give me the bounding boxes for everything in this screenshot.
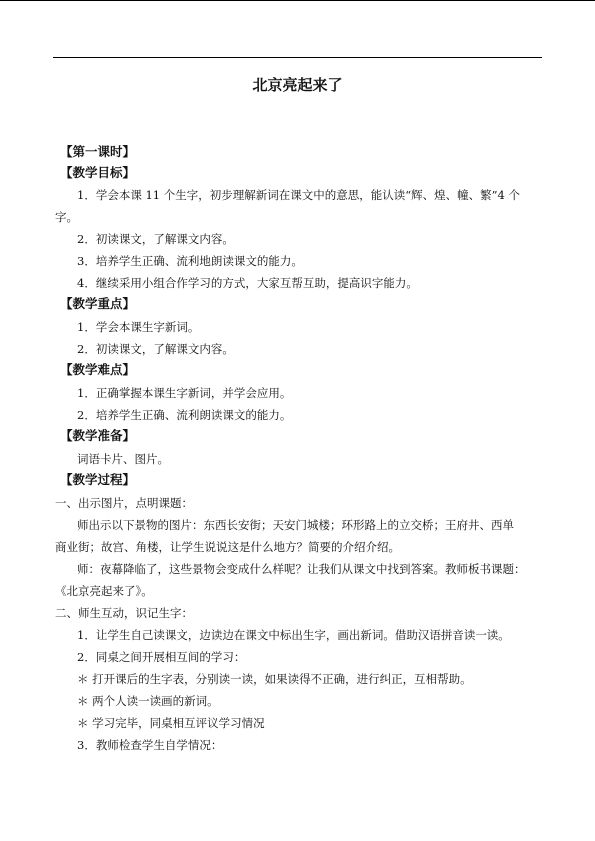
step-2-item-2: 2．同桌之间开展相互间的学习： [77,650,246,664]
process-step-2: 二、师生互动，识记生字： [55,606,193,620]
goal-item-4: 4．继续采用小组合作学习的方式，大家互帮互助，提高识字能力。 [77,276,418,290]
step-2-bullet-3: ＊ 学习完毕，同桌相互评议学习情况 [77,716,265,730]
process-paragraph-2-continued: 《北京亮起来了》。 [55,584,153,598]
goal-item-3: 3．培养学生正确、流利地朗读课文的能力。 [77,254,303,268]
step-2-item-3: 3．教师检查学生自学情况： [77,738,223,752]
difficulty-1: 1．正确掌握本课生字新词，并学会应用。 [77,386,292,400]
step-2-bullet-2: ＊ 两个人读一读画的新词。 [77,694,219,708]
process-paragraph-1: 师出示以下景物的图片：东西长安街；天安门城楼；环形路上的立交桥；王府井、西单 [77,518,514,532]
heading-key-points: 【教学重点】 [60,296,136,311]
process-step-1: 一、出示图片，点明课题： [55,496,193,510]
heading-goals: 【教学目标】 [60,165,136,180]
top-border [0,0,595,1]
page-title: 北京亮起来了 [252,76,343,94]
process-paragraph-1-continued: 商业街；故宫、角楼，让学生说说这是什么地方？简要的介绍介绍。 [55,540,400,554]
goal-item-1-continued: 字。 [55,210,78,224]
step-2-bullet-1: ＊ 打开课后的生字表，分别读一读，如果读得不正确，进行纠正，互相帮助。 [77,672,472,686]
heading-preparation: 【教学准备】 [60,428,136,443]
heading-process: 【教学过程】 [60,472,136,487]
heading-first-lesson: 【第一课时】 [60,144,136,159]
key-point-2: 2．初读课文，了解课文内容。 [77,342,234,356]
preparation-text: 词语卡片、图片。 [77,452,169,466]
goal-item-2: 2．初读课文，了解课文内容。 [77,232,234,246]
goal-item-1: 1．学会本课 11 个生字，初步理解新词在课文中的意思，能认读“辉、煌、幢、繁”4 个 [77,188,520,202]
heading-difficulties: 【教学难点】 [60,362,136,377]
step-2-item-1: 1．让学生自己读课文，边读边在课文中标出生字，画出新词。借助汉语拼音读一读。 [77,628,510,642]
key-point-1: 1．学会本课生字新词。 [77,320,200,334]
process-paragraph-2: 师：夜幕降临了，这些景物会变成什么样呢？让我们从课文中找到答案。教师板书课题： [77,562,526,576]
header-rule [53,57,542,58]
difficulty-2: 2．培养学生正确、流利朗读课文的能力。 [77,408,292,422]
